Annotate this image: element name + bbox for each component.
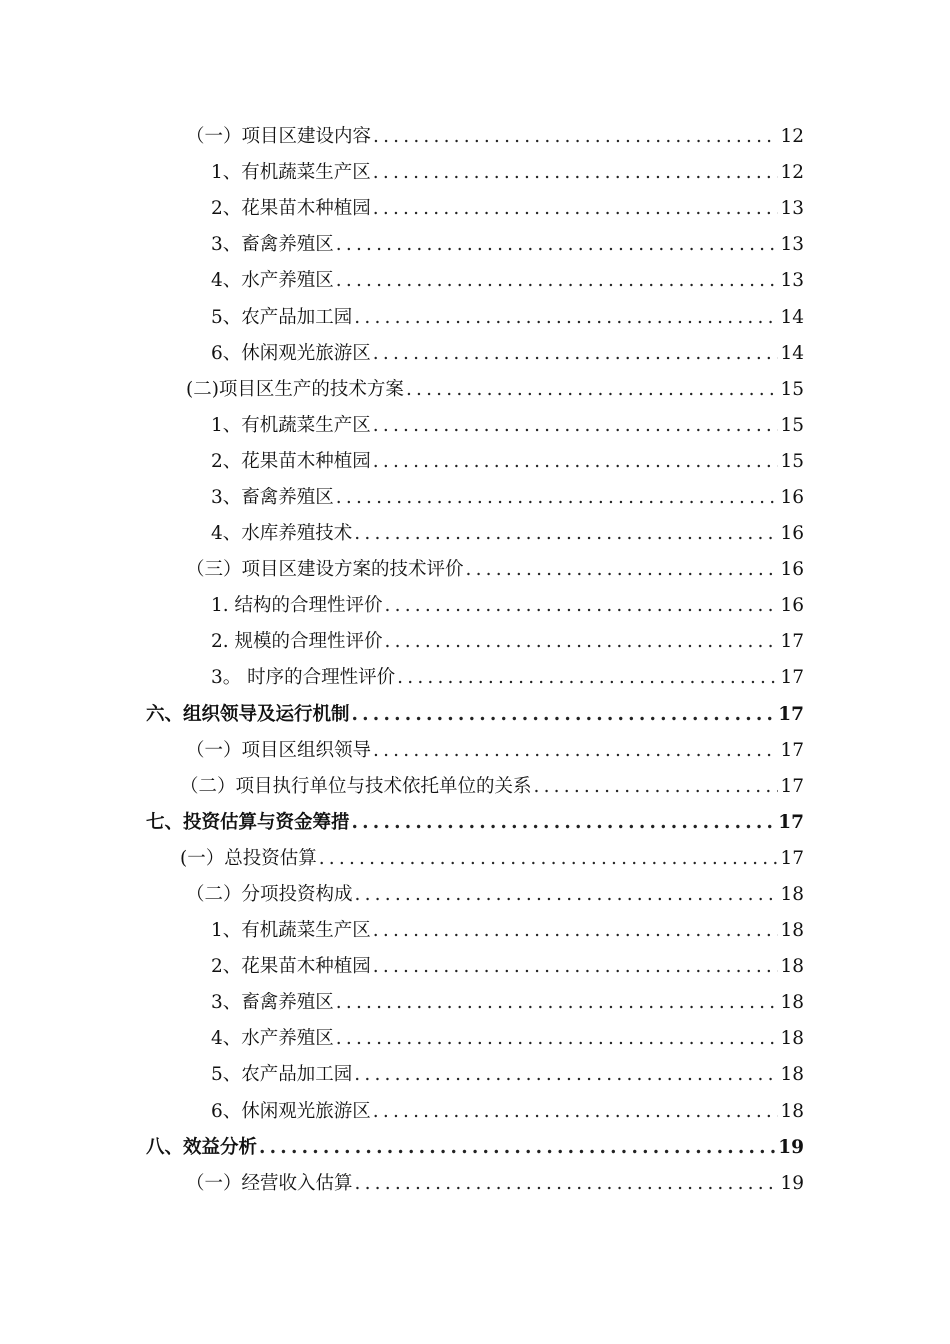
toc-dot-leader (406, 372, 779, 408)
toc-page-number: 13 (780, 234, 804, 256)
toc-entry-title: 3。 时序的合理性评价 (211, 667, 396, 689)
toc-entry[interactable] (0, 480, 950, 516)
toc-entry[interactable] (0, 913, 950, 949)
toc-dot-leader (373, 949, 779, 985)
toc-entry-title: 1、有机蔬菜生产区 (211, 920, 371, 942)
toc-dot-leader (385, 588, 779, 624)
toc-dot-leader (373, 336, 779, 372)
toc-page-number: 19 (780, 1172, 804, 1194)
toc-entry[interactable] (0, 155, 950, 191)
toc-page-number: 17 (778, 811, 804, 833)
toc-dot-leader (373, 444, 779, 480)
toc-page-number: 14 (780, 342, 804, 364)
toc-entry[interactable] (0, 516, 950, 552)
toc-dot-leader (373, 1094, 779, 1130)
toc-entry-title: 4、水产养殖区 (211, 270, 334, 292)
toc-entry[interactable] (0, 1057, 950, 1093)
toc-page-number: 19 (778, 1136, 804, 1158)
toc-page-number: 12 (780, 162, 804, 184)
toc-page-number: 16 (780, 559, 804, 581)
toc-dot-leader (373, 191, 779, 227)
toc-entry[interactable] (0, 408, 950, 444)
toc-entry[interactable] (0, 336, 950, 372)
toc-entry-title: 3、畜禽养殖区 (211, 992, 334, 1014)
toc-entry-title: 1、有机蔬菜生产区 (211, 162, 371, 184)
toc-page-number: 17 (780, 739, 804, 761)
toc-entry-title: 2. 规模的合理性评价 (211, 631, 383, 653)
toc-entry[interactable] (0, 263, 950, 299)
table-of-contents (0, 119, 950, 1202)
toc-dot-leader (354, 1057, 778, 1093)
toc-page-number: 18 (780, 884, 804, 906)
toc-entry-title: （一）项目区组织领导 (186, 739, 372, 761)
toc-entry[interactable] (0, 191, 950, 227)
toc-page-number: 16 (780, 595, 804, 617)
toc-entry[interactable] (0, 1166, 950, 1202)
toc-entry-title: 4、水产养殖区 (211, 1028, 334, 1050)
toc-entry-title: 5、农产品加工园 (211, 1064, 353, 1086)
toc-entry[interactable] (0, 660, 950, 696)
toc-entry[interactable] (0, 769, 950, 805)
toc-page-number: 18 (780, 1064, 804, 1086)
toc-dot-leader (336, 263, 779, 299)
toc-dot-leader (354, 516, 778, 552)
toc-page-number: 14 (780, 306, 804, 328)
toc-dot-leader (355, 1166, 779, 1202)
toc-entry-title: 3、畜禽养殖区 (211, 234, 334, 256)
toc-entry-title: 1、有机蔬菜生产区 (211, 414, 371, 436)
toc-entry[interactable] (0, 624, 950, 660)
toc-page-number: 15 (780, 450, 804, 472)
toc-entry[interactable] (0, 588, 950, 624)
toc-entry-title: 2、花果苗木种植园 (211, 198, 371, 220)
toc-entry-title: 5、农产品加工园 (211, 306, 353, 328)
toc-dot-leader (373, 913, 779, 949)
toc-page-number: 17 (780, 847, 804, 869)
toc-dot-leader (355, 877, 779, 913)
toc-page-number: 17 (778, 703, 804, 725)
toc-page-number: 17 (780, 631, 804, 653)
toc-entry-title: 4、水库养殖技术 (211, 523, 353, 545)
toc-entry[interactable] (0, 372, 950, 408)
toc-entry[interactable] (0, 805, 950, 841)
toc-entry-title: （一）项目区建设内容 (186, 126, 372, 148)
toc-entry-title: （一）经营收入估算 (186, 1172, 353, 1194)
toc-entry[interactable] (0, 1021, 950, 1057)
toc-dot-leader (373, 733, 778, 769)
toc-entry[interactable] (0, 444, 950, 480)
toc-entry-title: 2、花果苗木种植园 (211, 956, 371, 978)
toc-page-number: 18 (780, 920, 804, 942)
toc-page-number: 12 (780, 126, 804, 148)
toc-entry-title: （三）项目区建设方案的技术评价 (186, 559, 464, 581)
toc-dot-leader (466, 552, 779, 588)
toc-page-number: 15 (780, 414, 804, 436)
toc-entry-title: 6、休闲观光旅游区 (211, 1100, 371, 1122)
toc-entry-title: 六、组织领导及运行机制 (146, 703, 350, 725)
toc-page-number: 18 (780, 992, 804, 1014)
toc-page-number: 17 (780, 775, 804, 797)
toc-dot-leader (373, 408, 779, 444)
toc-entry[interactable] (0, 949, 950, 985)
toc-entry[interactable] (0, 1130, 950, 1166)
toc-dot-leader (534, 769, 779, 805)
toc-entry-title: (一）总投资估算 (180, 847, 317, 869)
toc-dot-leader (336, 985, 779, 1021)
toc-entry-title: (二)项目区生产的技术方案 (186, 378, 404, 400)
toc-entry[interactable] (0, 552, 950, 588)
toc-entry[interactable] (0, 841, 950, 877)
toc-dot-leader (385, 624, 779, 660)
toc-page-number: 18 (780, 1100, 804, 1122)
toc-dot-leader (336, 227, 779, 263)
toc-entry[interactable] (0, 299, 950, 335)
toc-dot-leader (259, 1130, 776, 1166)
toc-dot-leader (373, 155, 779, 191)
toc-dot-leader (354, 300, 778, 336)
toc-entry[interactable] (0, 119, 950, 155)
toc-entry-title: 3、畜禽养殖区 (211, 486, 334, 508)
toc-entry[interactable] (0, 985, 950, 1021)
toc-page-number: 13 (780, 270, 804, 292)
toc-page-number: 16 (780, 486, 804, 508)
toc-dot-leader (397, 660, 778, 696)
toc-page-number: 13 (780, 198, 804, 220)
toc-page-number: 17 (780, 667, 804, 689)
toc-entry[interactable] (0, 877, 950, 913)
toc-dot-leader (352, 805, 777, 841)
toc-entry[interactable] (0, 697, 950, 733)
toc-dot-leader (319, 841, 779, 877)
toc-page-number: 15 (780, 378, 804, 400)
toc-dot-leader (373, 119, 778, 155)
toc-entry-title: 八、效益分析 (146, 1136, 258, 1158)
toc-entry-title: （二）项目执行单位与技术依托单位的关系 (180, 775, 532, 797)
toc-dot-leader (336, 480, 779, 516)
toc-entry-title: 2、花果苗木种植园 (211, 450, 371, 472)
toc-entry-title: 七、投资估算与资金筹措 (146, 811, 350, 833)
toc-entry[interactable] (0, 733, 950, 769)
toc-page-number: 16 (780, 523, 804, 545)
toc-entry-title: 1. 结构的合理性评价 (211, 595, 383, 617)
toc-page-number: 18 (780, 956, 804, 978)
toc-dot-leader (352, 697, 777, 733)
toc-entry-title: （二）分项投资构成 (186, 884, 353, 906)
toc-entry-title: 6、休闲观光旅游区 (211, 342, 371, 364)
toc-dot-leader (336, 1021, 779, 1057)
toc-page-number: 18 (780, 1028, 804, 1050)
toc-entry[interactable] (0, 1094, 950, 1130)
toc-entry[interactable] (0, 227, 950, 263)
